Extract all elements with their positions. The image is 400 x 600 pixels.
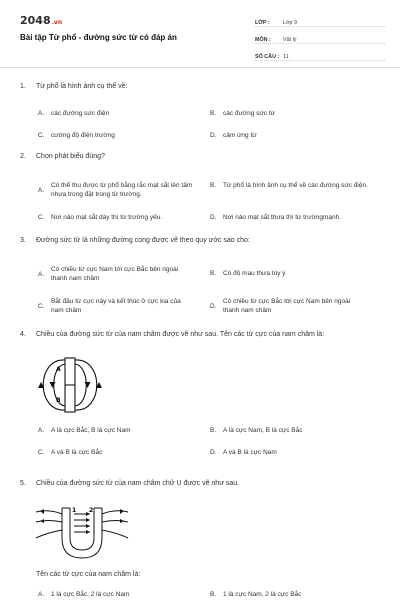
option-c[interactable]: C. Bắt đầu từ cực này và kết thúc ở cực kia của nam châm (38, 298, 181, 314)
label-2: 2 (89, 507, 94, 514)
question-text: Đường sức từ là những đường cong được vẽ theo quy ước sao cho: (36, 237, 250, 244)
label-1: 1 (72, 507, 77, 514)
document-header (0, 0, 400, 68)
option-a[interactable]: A. các đường sức điện (38, 110, 110, 117)
option-b[interactable]: B. các đường sức từ (210, 110, 275, 117)
question-1 (20, 82, 385, 139)
question-text: Chọn phát biểu đúng? (36, 153, 105, 160)
question-text: Chiều của đường sức từ của nam châm được vẽ như sau. Tên các từ cực của nam châm là: (36, 331, 325, 338)
question-5 (20, 479, 385, 488)
logo-suffix: .vn (51, 19, 63, 26)
bar-magnet-figure (34, 352, 106, 418)
meta-subject: MÔN : Vật lý (255, 33, 385, 44)
question-number: 4. (20, 331, 26, 338)
u-magnet-figure (34, 500, 130, 560)
question-text: Chiều của đường sức từ của nam châm chữ U được vẽ như sau. (36, 480, 240, 487)
arrow-right-inner (85, 382, 91, 388)
label-a: A (56, 366, 61, 373)
option-b[interactable]: B. Có độ mau thưa tùy ý (210, 270, 286, 277)
question-number: 1. (20, 83, 26, 90)
arrow-left-inner (50, 382, 56, 388)
fringe-left-2 (36, 521, 62, 523)
question-number: 5. (20, 480, 26, 487)
site-logo[interactable] (20, 14, 62, 27)
field-line-inner-right (75, 364, 86, 406)
label-b: B (56, 397, 61, 404)
question-4 (20, 330, 385, 339)
option-d[interactable]: D. Có chiều từ cực Bắc tới cực Nam bên ngoài thanh nam châm (210, 298, 351, 314)
meta-question-count: SỐ CÂU : 11 (255, 50, 385, 61)
option-b[interactable]: B. Từ phổ là hình ảnh cụ thể về các đường sức điện. (210, 182, 368, 189)
option-a[interactable]: A. A là cực Bắc, B là cực Nam (38, 427, 131, 434)
option-b[interactable]: B. A là cực Nam, B là cực Bắc (210, 427, 303, 434)
meta-grade: LỚP : Lớp 9 (255, 16, 385, 27)
option-a[interactable]: A. Có chiều từ cực Nam tới cực Bắc bên ngoài thanh nam châm (38, 266, 179, 282)
fringe-left-3 (36, 530, 62, 538)
doc-meta (255, 16, 385, 67)
option-d[interactable]: D. Nơi nào mạt sắt thưa thì từ trườngmạnh. (210, 214, 342, 221)
logo-text: 2048 (20, 14, 51, 27)
fringe-right-1 (102, 511, 128, 514)
option-a[interactable]: A. 1 là cực Bắc, 2 là cực Nam (38, 591, 130, 598)
question-2 (20, 152, 385, 221)
question-5-subtext: Tên các từ cực của nam châm là: (36, 571, 141, 578)
fringe-right-2 (102, 521, 128, 523)
fringe-left-1 (36, 511, 62, 514)
option-c[interactable]: C. Nơi nào mạt sắt dày thì từ trường yếu. (38, 214, 163, 221)
question-number: 3. (20, 237, 26, 244)
question-3 (20, 236, 385, 314)
option-a[interactable]: A. Có thể thu được từ phổ bằng rắc mạt sắt lên tấm nhựa trong đặt trong từ trường. (38, 182, 193, 198)
option-d[interactable]: D. cảm ứng từ (210, 132, 257, 139)
option-c[interactable]: C. A và B là cực Bắc (38, 449, 103, 456)
page-title: Bài tập Từ phổ - đường sức từ có đáp án (20, 33, 177, 42)
question-text: Từ phổ là hình ảnh cụ thể về: (36, 83, 128, 90)
option-d[interactable]: D. A và B là cực Nam (210, 449, 277, 456)
option-b[interactable]: B. 1 là cực Nam, 2 là cực Bắc (210, 591, 302, 598)
option-c[interactable]: C. cường độ điện trường (38, 132, 115, 139)
fringe-right-3 (102, 530, 128, 538)
question-number: 2. (20, 153, 26, 160)
